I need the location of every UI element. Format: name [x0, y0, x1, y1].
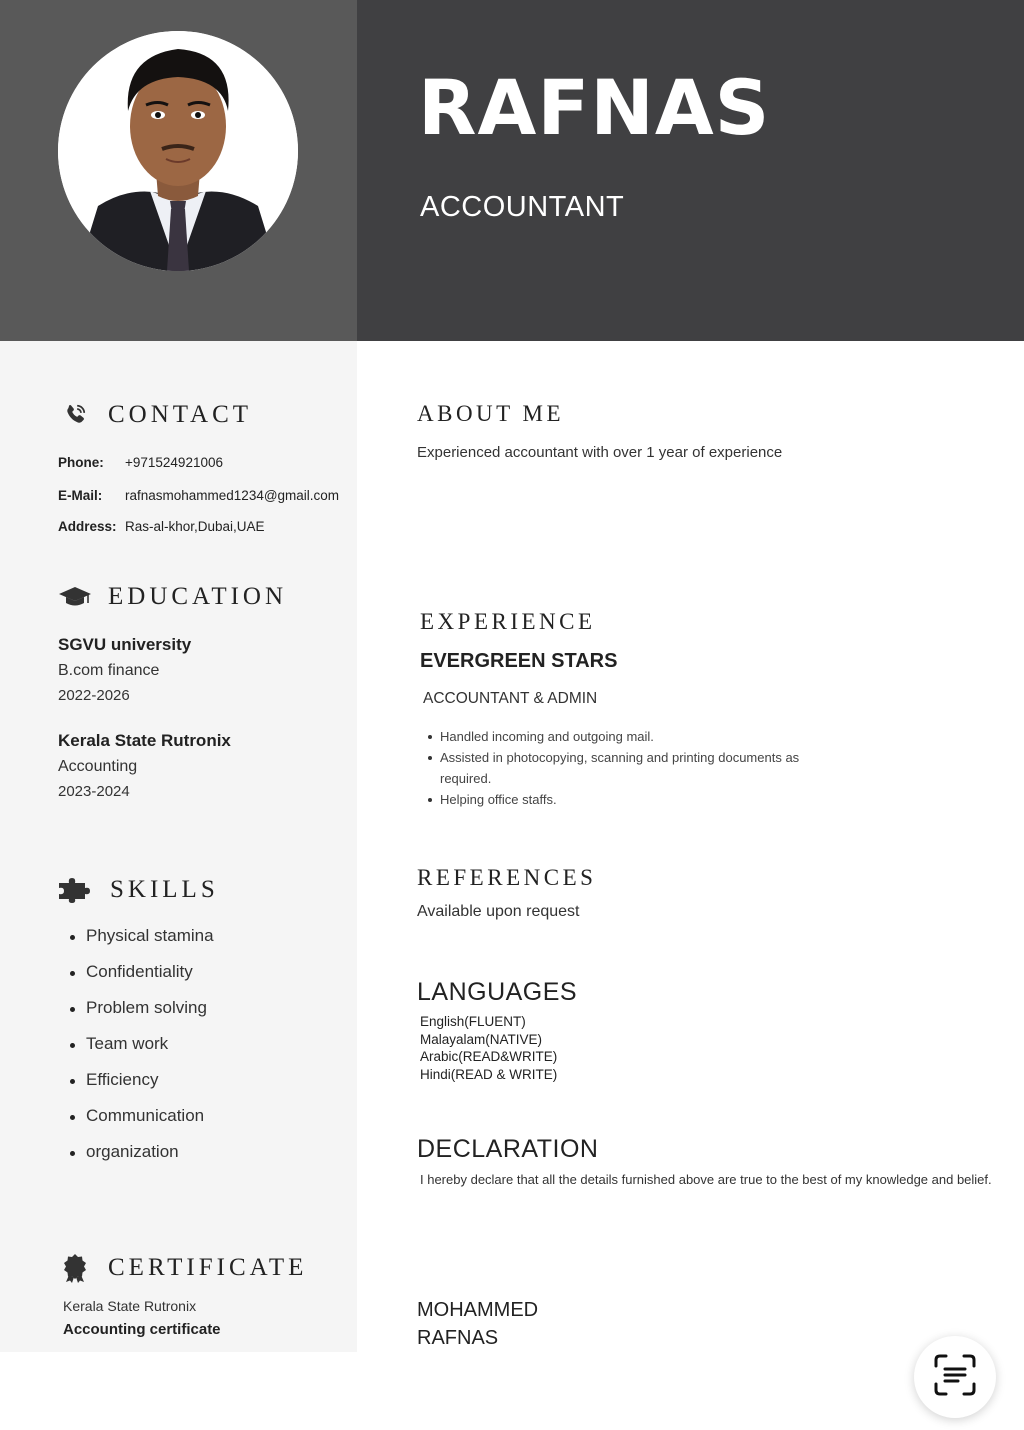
- contact-email-row: [58, 488, 340, 503]
- list-item: organization: [70, 1134, 214, 1170]
- contact-address-row: [58, 519, 265, 534]
- candidate-name: RAFNAS: [418, 63, 771, 152]
- languages-list: [420, 1013, 557, 1083]
- list-item: Physical stamina: [70, 918, 214, 954]
- experience-duties: [428, 726, 848, 810]
- about-text: Experienced accountant with over 1 year of experience: [417, 444, 783, 461]
- list-item: English(FLUENT): [420, 1014, 526, 1029]
- list-item: Handled incoming and outgoing mail.: [428, 726, 848, 747]
- education-title: EDUCATION: [108, 583, 288, 610]
- list-item: Efficiency: [70, 1062, 214, 1098]
- address-label: Address:: [58, 519, 117, 534]
- skills-heading: [57, 875, 219, 905]
- contact-phone-row: [58, 455, 223, 470]
- education-years: 2022-2026: [58, 687, 130, 704]
- list-item: Communication: [70, 1098, 214, 1134]
- about-title: ABOUT ME: [417, 401, 565, 426]
- certificate-issuer: Kerala State Rutronix: [63, 1298, 197, 1314]
- email-label: E-Mail:: [58, 488, 103, 503]
- certificate-heading: [62, 1253, 307, 1283]
- list-item: Assisted in photocopying, scanning and printing documents as required.: [428, 747, 848, 789]
- phone-icon: [62, 400, 98, 430]
- skills-title: SKILLS: [110, 876, 219, 903]
- declaration-text: I hereby declare that all the details furnished above are true to the best of my knowledge and belief.: [420, 1172, 992, 1187]
- signature-line: RAFNAS: [417, 1327, 499, 1349]
- experience-company: EVERGREEN STARS: [420, 650, 618, 672]
- header-right-panel: [357, 0, 1024, 341]
- profile-photo: [58, 31, 298, 271]
- list-item: Problem solving: [70, 990, 214, 1026]
- scan-text-icon: [932, 1352, 978, 1403]
- experience-role: ACCOUNTANT & ADMIN: [423, 690, 598, 707]
- scan-text-button[interactable]: [914, 1336, 996, 1418]
- email-value: rafnasmohammed1234@gmail.com: [125, 488, 340, 503]
- languages-title: LANGUAGES: [417, 978, 578, 1006]
- list-item: Hindi(READ & WRITE): [420, 1066, 558, 1082]
- education-heading: [58, 582, 287, 612]
- graduation-cap-icon: [58, 582, 94, 612]
- references-title: REFERENCES: [417, 865, 597, 890]
- list-item: Malayalam(NATIVE): [420, 1031, 543, 1047]
- education-years: 2023-2024: [58, 783, 130, 800]
- phone-value: +971524921006: [125, 455, 223, 470]
- certificate-name: Accounting certificate: [63, 1321, 221, 1338]
- certificate-title: CERTIFICATE: [108, 1254, 308, 1281]
- experience-title: EXPERIENCE: [420, 609, 596, 634]
- education-course: B.com finance: [58, 662, 160, 679]
- education-institution: Kerala State Rutronix: [58, 731, 231, 750]
- contact-title: CONTACT: [108, 401, 253, 428]
- education-course: Accounting: [58, 758, 138, 775]
- references-text: Available upon request: [417, 903, 580, 920]
- phone-label: Phone:: [58, 455, 104, 470]
- award-icon: [62, 1253, 98, 1283]
- candidate-title: ACCOUNTANT: [420, 191, 625, 223]
- list-item: Confidentiality: [70, 954, 214, 990]
- skills-list: [70, 918, 214, 1170]
- signature-line: MOHAMMED: [417, 1299, 539, 1321]
- signature: [417, 1296, 538, 1352]
- address-value: Ras-al-khor,Dubai,UAE: [125, 519, 265, 534]
- declaration-title: DECLARATION: [417, 1135, 599, 1163]
- puzzle-icon: [57, 875, 93, 905]
- list-item: Arabic(READ&WRITE): [420, 1049, 558, 1064]
- education-institution: SGVU university: [58, 635, 192, 654]
- list-item: Helping office staffs.: [428, 789, 848, 810]
- list-item: Team work: [70, 1026, 214, 1062]
- contact-heading: [62, 400, 252, 430]
